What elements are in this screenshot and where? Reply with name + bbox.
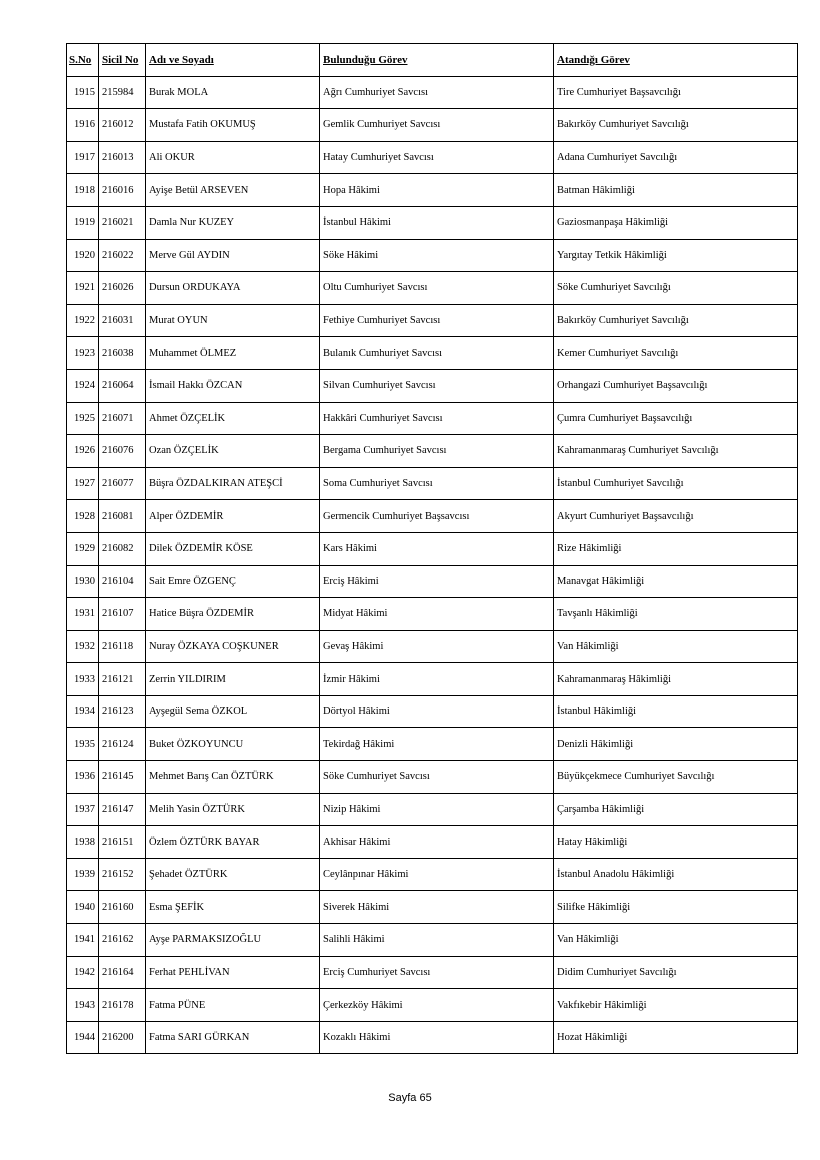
table-row (67, 304, 798, 337)
cell-sno: 1944 (67, 1021, 99, 1054)
cell-name: Melih Yasin ÖZTÜRK (146, 793, 320, 826)
cell-name: Burak MOLA (146, 76, 320, 109)
cell-name: Fatma SARI GÜRKAN (146, 1021, 320, 1054)
page-number: Sayfa 65 (388, 1092, 432, 1104)
cell-assigned-post: Büyükçekmece Cumhuriyet Savcılığı (554, 761, 798, 794)
cell-assigned-post: Vakfıkebir Hâkimliği (554, 989, 798, 1022)
cell-current-post: İzmir Hâkimi (320, 663, 554, 696)
cell-current-post: Salihli Hâkimi (320, 924, 554, 957)
cell-sicil-no: 216124 (99, 728, 146, 761)
table-row (67, 500, 798, 533)
table-row (67, 956, 798, 989)
cell-sno: 1941 (67, 924, 99, 957)
cell-assigned-post: Söke Cumhuriyet Savcılığı (554, 272, 798, 305)
table-row (67, 858, 798, 891)
cell-assigned-post: İstanbul Cumhuriyet Savcılığı (554, 467, 798, 500)
cell-assigned-post: Batman Hâkimliği (554, 174, 798, 207)
cell-name: Ayişe Betül ARSEVEN (146, 174, 320, 207)
cell-name: Hatice Büşra ÖZDEMİR (146, 598, 320, 631)
cell-sno: 1916 (67, 109, 99, 142)
cell-current-post: Çerkezköy Hâkimi (320, 989, 554, 1022)
cell-sicil-no: 216147 (99, 793, 146, 826)
cell-assigned-post: Kahramanmaraş Cumhuriyet Savcılığı (554, 435, 798, 468)
cell-sno: 1942 (67, 956, 99, 989)
cell-sno: 1933 (67, 663, 99, 696)
cell-sicil-no: 216077 (99, 467, 146, 500)
cell-assigned-post: Manavgat Hâkimliği (554, 565, 798, 598)
cell-current-post: Erciş Cumhuriyet Savcısı (320, 956, 554, 989)
table-header (67, 44, 798, 77)
cell-current-post: Söke Cumhuriyet Savcısı (320, 761, 554, 794)
cell-sno: 1940 (67, 891, 99, 924)
cell-sicil-no: 216076 (99, 435, 146, 468)
cell-sno: 1921 (67, 272, 99, 305)
cell-sicil-no: 216071 (99, 402, 146, 435)
cell-sicil-no: 216123 (99, 695, 146, 728)
cell-sicil-no: 216118 (99, 630, 146, 663)
table-row (67, 598, 798, 631)
cell-sno: 1926 (67, 435, 99, 468)
cell-assigned-post: Kemer Cumhuriyet Savcılığı (554, 337, 798, 370)
cell-assigned-post: İstanbul Hâkimliği (554, 695, 798, 728)
cell-current-post: Soma Cumhuriyet Savcısı (320, 467, 554, 500)
cell-sno: 1943 (67, 989, 99, 1022)
cell-sicil-no: 216012 (99, 109, 146, 142)
table-row (67, 239, 798, 272)
cell-assigned-post: Van Hâkimliği (554, 630, 798, 663)
cell-current-post: Hopa Hâkimi (320, 174, 554, 207)
cell-assigned-post: Van Hâkimliği (554, 924, 798, 957)
cell-name: Damla Nur KUZEY (146, 206, 320, 239)
header-name: Adı ve Soyadı (146, 44, 320, 77)
cell-sno: 1928 (67, 500, 99, 533)
cell-sicil-no: 216026 (99, 272, 146, 305)
cell-sno: 1917 (67, 141, 99, 174)
cell-name: Özlem ÖZTÜRK BAYAR (146, 826, 320, 859)
cell-sno: 1922 (67, 304, 99, 337)
cell-sicil-no: 216162 (99, 924, 146, 957)
table-body (67, 76, 798, 1054)
table-row (67, 402, 798, 435)
header-assigned-post: Atandığı Görev (554, 44, 798, 77)
cell-current-post: Kozaklı Hâkimi (320, 1021, 554, 1054)
header-row (67, 44, 798, 77)
cell-name: Ferhat PEHLİVAN (146, 956, 320, 989)
cell-current-post: Kars Hâkimi (320, 532, 554, 565)
cell-assigned-post: Akyurt Cumhuriyet Başsavcılığı (554, 500, 798, 533)
cell-assigned-post: Bakırköy Cumhuriyet Savcılığı (554, 109, 798, 142)
cell-name: Esma ŞEFİK (146, 891, 320, 924)
cell-sno: 1930 (67, 565, 99, 598)
cell-sicil-no: 216160 (99, 891, 146, 924)
cell-sicil-no: 216013 (99, 141, 146, 174)
cell-assigned-post: Hatay Hâkimliği (554, 826, 798, 859)
table-row (67, 891, 798, 924)
table-row (67, 76, 798, 109)
cell-sicil-no: 216022 (99, 239, 146, 272)
cell-current-post: Söke Hâkimi (320, 239, 554, 272)
cell-current-post: Silvan Cumhuriyet Savcısı (320, 369, 554, 402)
cell-sno: 1937 (67, 793, 99, 826)
cell-assigned-post: Bakırköy Cumhuriyet Savcılığı (554, 304, 798, 337)
table-row (67, 1021, 798, 1054)
cell-current-post: Siverek Hâkimi (320, 891, 554, 924)
cell-assigned-post: Çumra Cumhuriyet Başsavcılığı (554, 402, 798, 435)
cell-name: Fatma PÜNE (146, 989, 320, 1022)
cell-sno: 1920 (67, 239, 99, 272)
cell-sno: 1924 (67, 369, 99, 402)
cell-current-post: Tekirdağ Hâkimi (320, 728, 554, 761)
table-row (67, 141, 798, 174)
cell-current-post: Gemlik Cumhuriyet Savcısı (320, 109, 554, 142)
cell-name: Ayşe PARMAKSIZOĞLU (146, 924, 320, 957)
cell-sicil-no: 216151 (99, 826, 146, 859)
cell-current-post: Ceylânpınar Hâkimi (320, 858, 554, 891)
table-row (67, 174, 798, 207)
cell-current-post: Fethiye Cumhuriyet Savcısı (320, 304, 554, 337)
cell-assigned-post: Kahramanmaraş Hâkimliği (554, 663, 798, 696)
cell-sno: 1915 (67, 76, 99, 109)
cell-name: Zerrin YILDIRIM (146, 663, 320, 696)
cell-assigned-post: Yargıtay Tetkik Hâkimliği (554, 239, 798, 272)
cell-sno: 1929 (67, 532, 99, 565)
table-row (67, 826, 798, 859)
cell-sicil-no: 216031 (99, 304, 146, 337)
table-row (67, 435, 798, 468)
table-row (67, 761, 798, 794)
cell-sicil-no: 216164 (99, 956, 146, 989)
cell-name: Merve Gül AYDIN (146, 239, 320, 272)
cell-name: Mustafa Fatih OKUMUŞ (146, 109, 320, 142)
cell-name: Büşra ÖZDALKIRAN ATEŞCİ (146, 467, 320, 500)
table-row (67, 630, 798, 663)
cell-name: Ahmet ÖZÇELİK (146, 402, 320, 435)
cell-current-post: Bulanık Cumhuriyet Savcısı (320, 337, 554, 370)
cell-name: Ayşegül Sema ÖZKOL (146, 695, 320, 728)
table-row (67, 663, 798, 696)
table-row (67, 532, 798, 565)
cell-assigned-post: Tavşanlı Hâkimliği (554, 598, 798, 631)
cell-name: Ali OKUR (146, 141, 320, 174)
cell-sicil-no: 216081 (99, 500, 146, 533)
table-row (67, 695, 798, 728)
assignment-table (66, 43, 798, 1054)
cell-sno: 1939 (67, 858, 99, 891)
table-row (67, 989, 798, 1022)
cell-current-post: Midyat Hâkimi (320, 598, 554, 631)
cell-name: İsmail Hakkı ÖZCAN (146, 369, 320, 402)
table-row (67, 206, 798, 239)
header-current-post: Bulunduğu Görev (320, 44, 554, 77)
cell-sno: 1934 (67, 695, 99, 728)
cell-assigned-post: Adana Cumhuriyet Savcılığı (554, 141, 798, 174)
cell-name: Murat OYUN (146, 304, 320, 337)
cell-sno: 1936 (67, 761, 99, 794)
cell-assigned-post: Denizli Hâkimliği (554, 728, 798, 761)
cell-name: Nuray ÖZKAYA COŞKUNER (146, 630, 320, 663)
cell-name: Mehmet Barış Can ÖZTÜRK (146, 761, 320, 794)
cell-sno: 1931 (67, 598, 99, 631)
header-sicil-no: Sicil No (99, 44, 146, 77)
cell-sicil-no: 216021 (99, 206, 146, 239)
cell-sno: 1918 (67, 174, 99, 207)
cell-sicil-no: 216178 (99, 989, 146, 1022)
cell-current-post: İstanbul Hâkimi (320, 206, 554, 239)
cell-sicil-no: 216082 (99, 532, 146, 565)
cell-sicil-no: 216152 (99, 858, 146, 891)
cell-name: Buket ÖZKOYUNCU (146, 728, 320, 761)
table-row (67, 924, 798, 957)
cell-assigned-post: Orhangazi Cumhuriyet Başsavcılığı (554, 369, 798, 402)
cell-sno: 1932 (67, 630, 99, 663)
cell-name: Ozan ÖZÇELİK (146, 435, 320, 468)
cell-current-post: Ağrı Cumhuriyet Savcısı (320, 76, 554, 109)
cell-current-post: Oltu Cumhuriyet Savcısı (320, 272, 554, 305)
table-row (67, 467, 798, 500)
cell-name: Sait Emre ÖZGENÇ (146, 565, 320, 598)
table-row (67, 728, 798, 761)
table-row (67, 109, 798, 142)
cell-assigned-post: Gaziosmanpaşa Hâkimliği (554, 206, 798, 239)
cell-name: Dursun ORDUKAYA (146, 272, 320, 305)
cell-sicil-no: 216121 (99, 663, 146, 696)
cell-sno: 1927 (67, 467, 99, 500)
cell-current-post: Erciş Hâkimi (320, 565, 554, 598)
cell-current-post: Bergama Cumhuriyet Savcısı (320, 435, 554, 468)
cell-sicil-no: 216064 (99, 369, 146, 402)
cell-assigned-post: Hozat Hâkimliği (554, 1021, 798, 1054)
cell-sicil-no: 216200 (99, 1021, 146, 1054)
cell-sicil-no: 216145 (99, 761, 146, 794)
cell-name: Muhammet ÖLMEZ (146, 337, 320, 370)
cell-sno: 1935 (67, 728, 99, 761)
cell-sno: 1923 (67, 337, 99, 370)
cell-current-post: Hakkâri Cumhuriyet Savcısı (320, 402, 554, 435)
table-row (67, 272, 798, 305)
cell-sicil-no: 216104 (99, 565, 146, 598)
header-sno: S.No (67, 44, 99, 77)
cell-name: Şehadet ÖZTÜRK (146, 858, 320, 891)
cell-assigned-post: Çarşamba Hâkimliği (554, 793, 798, 826)
table-row (67, 337, 798, 370)
cell-name: Dilek ÖZDEMİR KÖSE (146, 532, 320, 565)
cell-current-post: Hatay Cumhuriyet Savcısı (320, 141, 554, 174)
cell-assigned-post: Tire Cumhuriyet Başsavcılığı (554, 76, 798, 109)
cell-sicil-no: 216107 (99, 598, 146, 631)
cell-sno: 1919 (67, 206, 99, 239)
cell-assigned-post: İstanbul Anadolu Hâkimliği (554, 858, 798, 891)
cell-sicil-no: 215984 (99, 76, 146, 109)
cell-current-post: Germencik Cumhuriyet Başsavcısı (320, 500, 554, 533)
cell-sicil-no: 216038 (99, 337, 146, 370)
cell-current-post: Nizip Hâkimi (320, 793, 554, 826)
cell-current-post: Akhisar Hâkimi (320, 826, 554, 859)
cell-name: Alper ÖZDEMİR (146, 500, 320, 533)
cell-assigned-post: Silifke Hâkimliği (554, 891, 798, 924)
cell-current-post: Gevaş Hâkimi (320, 630, 554, 663)
cell-sno: 1925 (67, 402, 99, 435)
table-row (67, 369, 798, 402)
cell-current-post: Dörtyol Hâkimi (320, 695, 554, 728)
cell-sicil-no: 216016 (99, 174, 146, 207)
cell-sno: 1938 (67, 826, 99, 859)
table-row (67, 793, 798, 826)
table-row (67, 565, 798, 598)
cell-assigned-post: Rize Hâkimliği (554, 532, 798, 565)
cell-assigned-post: Didim Cumhuriyet Savcılığı (554, 956, 798, 989)
